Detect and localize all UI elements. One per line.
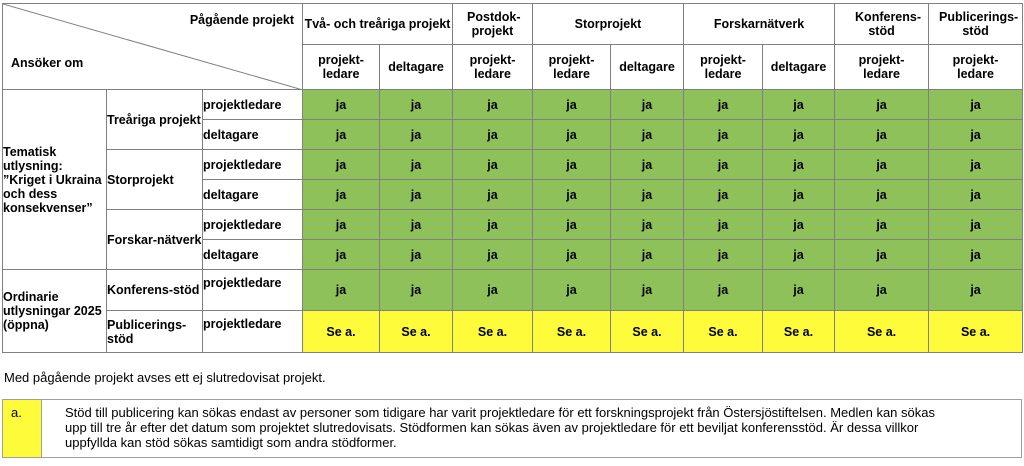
role-label: projektledare xyxy=(203,311,303,353)
footnote-text: Stöd till publicering kan sökas endast av personer som tidigare har varit projektledare för ett forskningsprojekt från Östersjöstiftelsen. Medlen kan sökas upp till tre år efter det datum som projektet slutredovisats. Stödformen kan sökas även av projektledare för ett beviljat konferensstöd. Är dessa villkor uppfyllda kan stöd sökas samtidigt som andra stödformer. xyxy=(65,405,935,450)
cell-yes: ja xyxy=(611,90,684,120)
cell-yes: ja xyxy=(611,210,684,240)
cell-yes: ja xyxy=(835,240,929,270)
cell-yes: ja xyxy=(835,120,929,150)
footnote-label: a. xyxy=(11,405,22,420)
role-label: deltagare xyxy=(203,120,303,150)
cell-yes: ja xyxy=(533,210,611,240)
footnote-label-cell xyxy=(3,400,42,457)
cell-yes: ja xyxy=(929,180,1023,210)
role-label: deltagare xyxy=(203,240,303,270)
cell-yes: ja xyxy=(684,150,763,180)
cell-see-note-a: Se a. xyxy=(380,311,453,353)
cell-yes: ja xyxy=(533,180,611,210)
cell-yes: ja xyxy=(835,270,929,311)
subheader-participant: deltagare xyxy=(611,45,684,90)
cell-yes: ja xyxy=(303,180,380,210)
ongoing-project-note: Med pågående projekt avses ett ej slutredovisat projekt. xyxy=(4,370,326,385)
header-postdoc-project: Postdok-projekt xyxy=(453,4,533,45)
cell-yes: ja xyxy=(929,150,1023,180)
cell-yes: ja xyxy=(533,240,611,270)
cell-yes: ja xyxy=(380,90,453,120)
cell-yes: ja xyxy=(929,270,1023,311)
cell-yes: ja xyxy=(453,270,533,311)
cell-yes: ja xyxy=(380,180,453,210)
cell-see-note-a: Se a. xyxy=(533,311,611,353)
role-label: deltagare xyxy=(203,180,303,210)
cell-yes: ja xyxy=(303,90,380,120)
cell-yes: ja xyxy=(763,270,835,311)
cell-yes: ja xyxy=(611,150,684,180)
cell-yes: ja xyxy=(763,120,835,150)
cell-see-note-a: Se a. xyxy=(611,311,684,353)
cell-see-note-a: Se a. xyxy=(453,311,533,353)
footnote-box xyxy=(2,399,1022,458)
cell-yes: ja xyxy=(380,210,453,240)
cell-yes: ja xyxy=(380,120,453,150)
cell-yes: ja xyxy=(763,90,835,120)
cell-yes: ja xyxy=(835,150,929,180)
cell-yes: ja xyxy=(303,240,380,270)
cell-yes: ja xyxy=(763,180,835,210)
cell-yes: ja xyxy=(453,210,533,240)
subheader-participant: deltagare xyxy=(380,45,453,90)
role-label: projektledare xyxy=(203,210,303,240)
cell-yes: ja xyxy=(929,240,1023,270)
section-ordinary-calls: Ordinarie utlysningar 2025 (öppna) xyxy=(3,270,107,353)
cell-yes: ja xyxy=(303,150,380,180)
cell-yes: ja xyxy=(835,210,929,240)
cell-yes: ja xyxy=(533,150,611,180)
cell-yes: ja xyxy=(453,180,533,210)
cell-see-note-a: Se a. xyxy=(835,311,929,353)
role-label: projektledare xyxy=(203,270,303,311)
corner-header xyxy=(3,4,303,90)
subheader-leader: projekt-ledare xyxy=(303,45,380,90)
cell-yes: ja xyxy=(380,270,453,311)
subheader-participant: deltagare xyxy=(763,45,835,90)
cell-see-note-a: Se a. xyxy=(684,311,763,353)
cell-yes: ja xyxy=(453,240,533,270)
eligibility-table xyxy=(2,3,1023,353)
cell-yes: ja xyxy=(684,180,763,210)
subheader-leader: projekt-ledare xyxy=(453,45,533,90)
cell-see-note-a: Se a. xyxy=(763,311,835,353)
cell-yes: ja xyxy=(453,90,533,120)
cell-yes: ja xyxy=(835,180,929,210)
header-large-project: Storprojekt xyxy=(533,4,684,45)
cell-yes: ja xyxy=(533,120,611,150)
cell-yes: ja xyxy=(929,210,1023,240)
cell-yes: ja xyxy=(763,210,835,240)
cell-yes: ja xyxy=(684,120,763,150)
corner-label-applying-for: Ansöker om xyxy=(11,56,84,70)
cell-yes: ja xyxy=(303,210,380,240)
cell-yes: ja xyxy=(684,240,763,270)
program-conference-support: Konferens-stöd xyxy=(107,270,203,311)
header-research-network: Forskarnätverk xyxy=(684,4,835,45)
subheader-leader: projekt-ledare xyxy=(684,45,763,90)
cell-yes: ja xyxy=(303,120,380,150)
cell-yes: ja xyxy=(684,270,763,311)
program-publication-support: Publicerings-stöd xyxy=(107,311,203,353)
subheader-leader: projekt-ledare xyxy=(835,45,929,90)
subheader-leader: projekt-ledare xyxy=(929,45,1023,90)
role-label: projektledare xyxy=(203,150,303,180)
cell-see-note-a: Se a. xyxy=(303,311,380,353)
cell-yes: ja xyxy=(763,240,835,270)
cell-yes: ja xyxy=(835,90,929,120)
header-two-three-year-projects: Två- och treåriga projekt xyxy=(303,4,453,45)
program-research-network: Forskar-nätverk xyxy=(107,210,203,270)
cell-yes: ja xyxy=(929,90,1023,120)
cell-yes: ja xyxy=(611,270,684,311)
cell-yes: ja xyxy=(611,240,684,270)
program-large-project: Storprojekt xyxy=(107,150,203,210)
header-publication-support: Publicerings-stöd xyxy=(929,4,1023,45)
cell-yes: ja xyxy=(533,270,611,311)
program-three-year-projects: Treåriga projekt xyxy=(107,90,203,150)
cell-yes: ja xyxy=(303,270,380,311)
cell-yes: ja xyxy=(453,120,533,150)
cell-yes: ja xyxy=(380,150,453,180)
cell-yes: ja xyxy=(684,210,763,240)
cell-yes: ja xyxy=(533,90,611,120)
subheader-leader: projekt-ledare xyxy=(533,45,611,90)
section-thematic-call: Tematisk utlysning: ”Kriget i Ukraina och dess konsekvenser” xyxy=(3,90,107,270)
header-conference-support: Konferens-stöd xyxy=(835,4,929,45)
cell-yes: ja xyxy=(611,180,684,210)
cell-yes: ja xyxy=(453,150,533,180)
cell-yes: ja xyxy=(380,240,453,270)
corner-label-current-project: Pågående projekt xyxy=(189,13,295,27)
cell-yes: ja xyxy=(684,90,763,120)
role-label: projektledare xyxy=(203,90,303,120)
cell-see-note-a: Se a. xyxy=(929,311,1023,353)
cell-yes: ja xyxy=(929,120,1023,150)
cell-yes: ja xyxy=(763,150,835,180)
cell-yes: ja xyxy=(611,120,684,150)
